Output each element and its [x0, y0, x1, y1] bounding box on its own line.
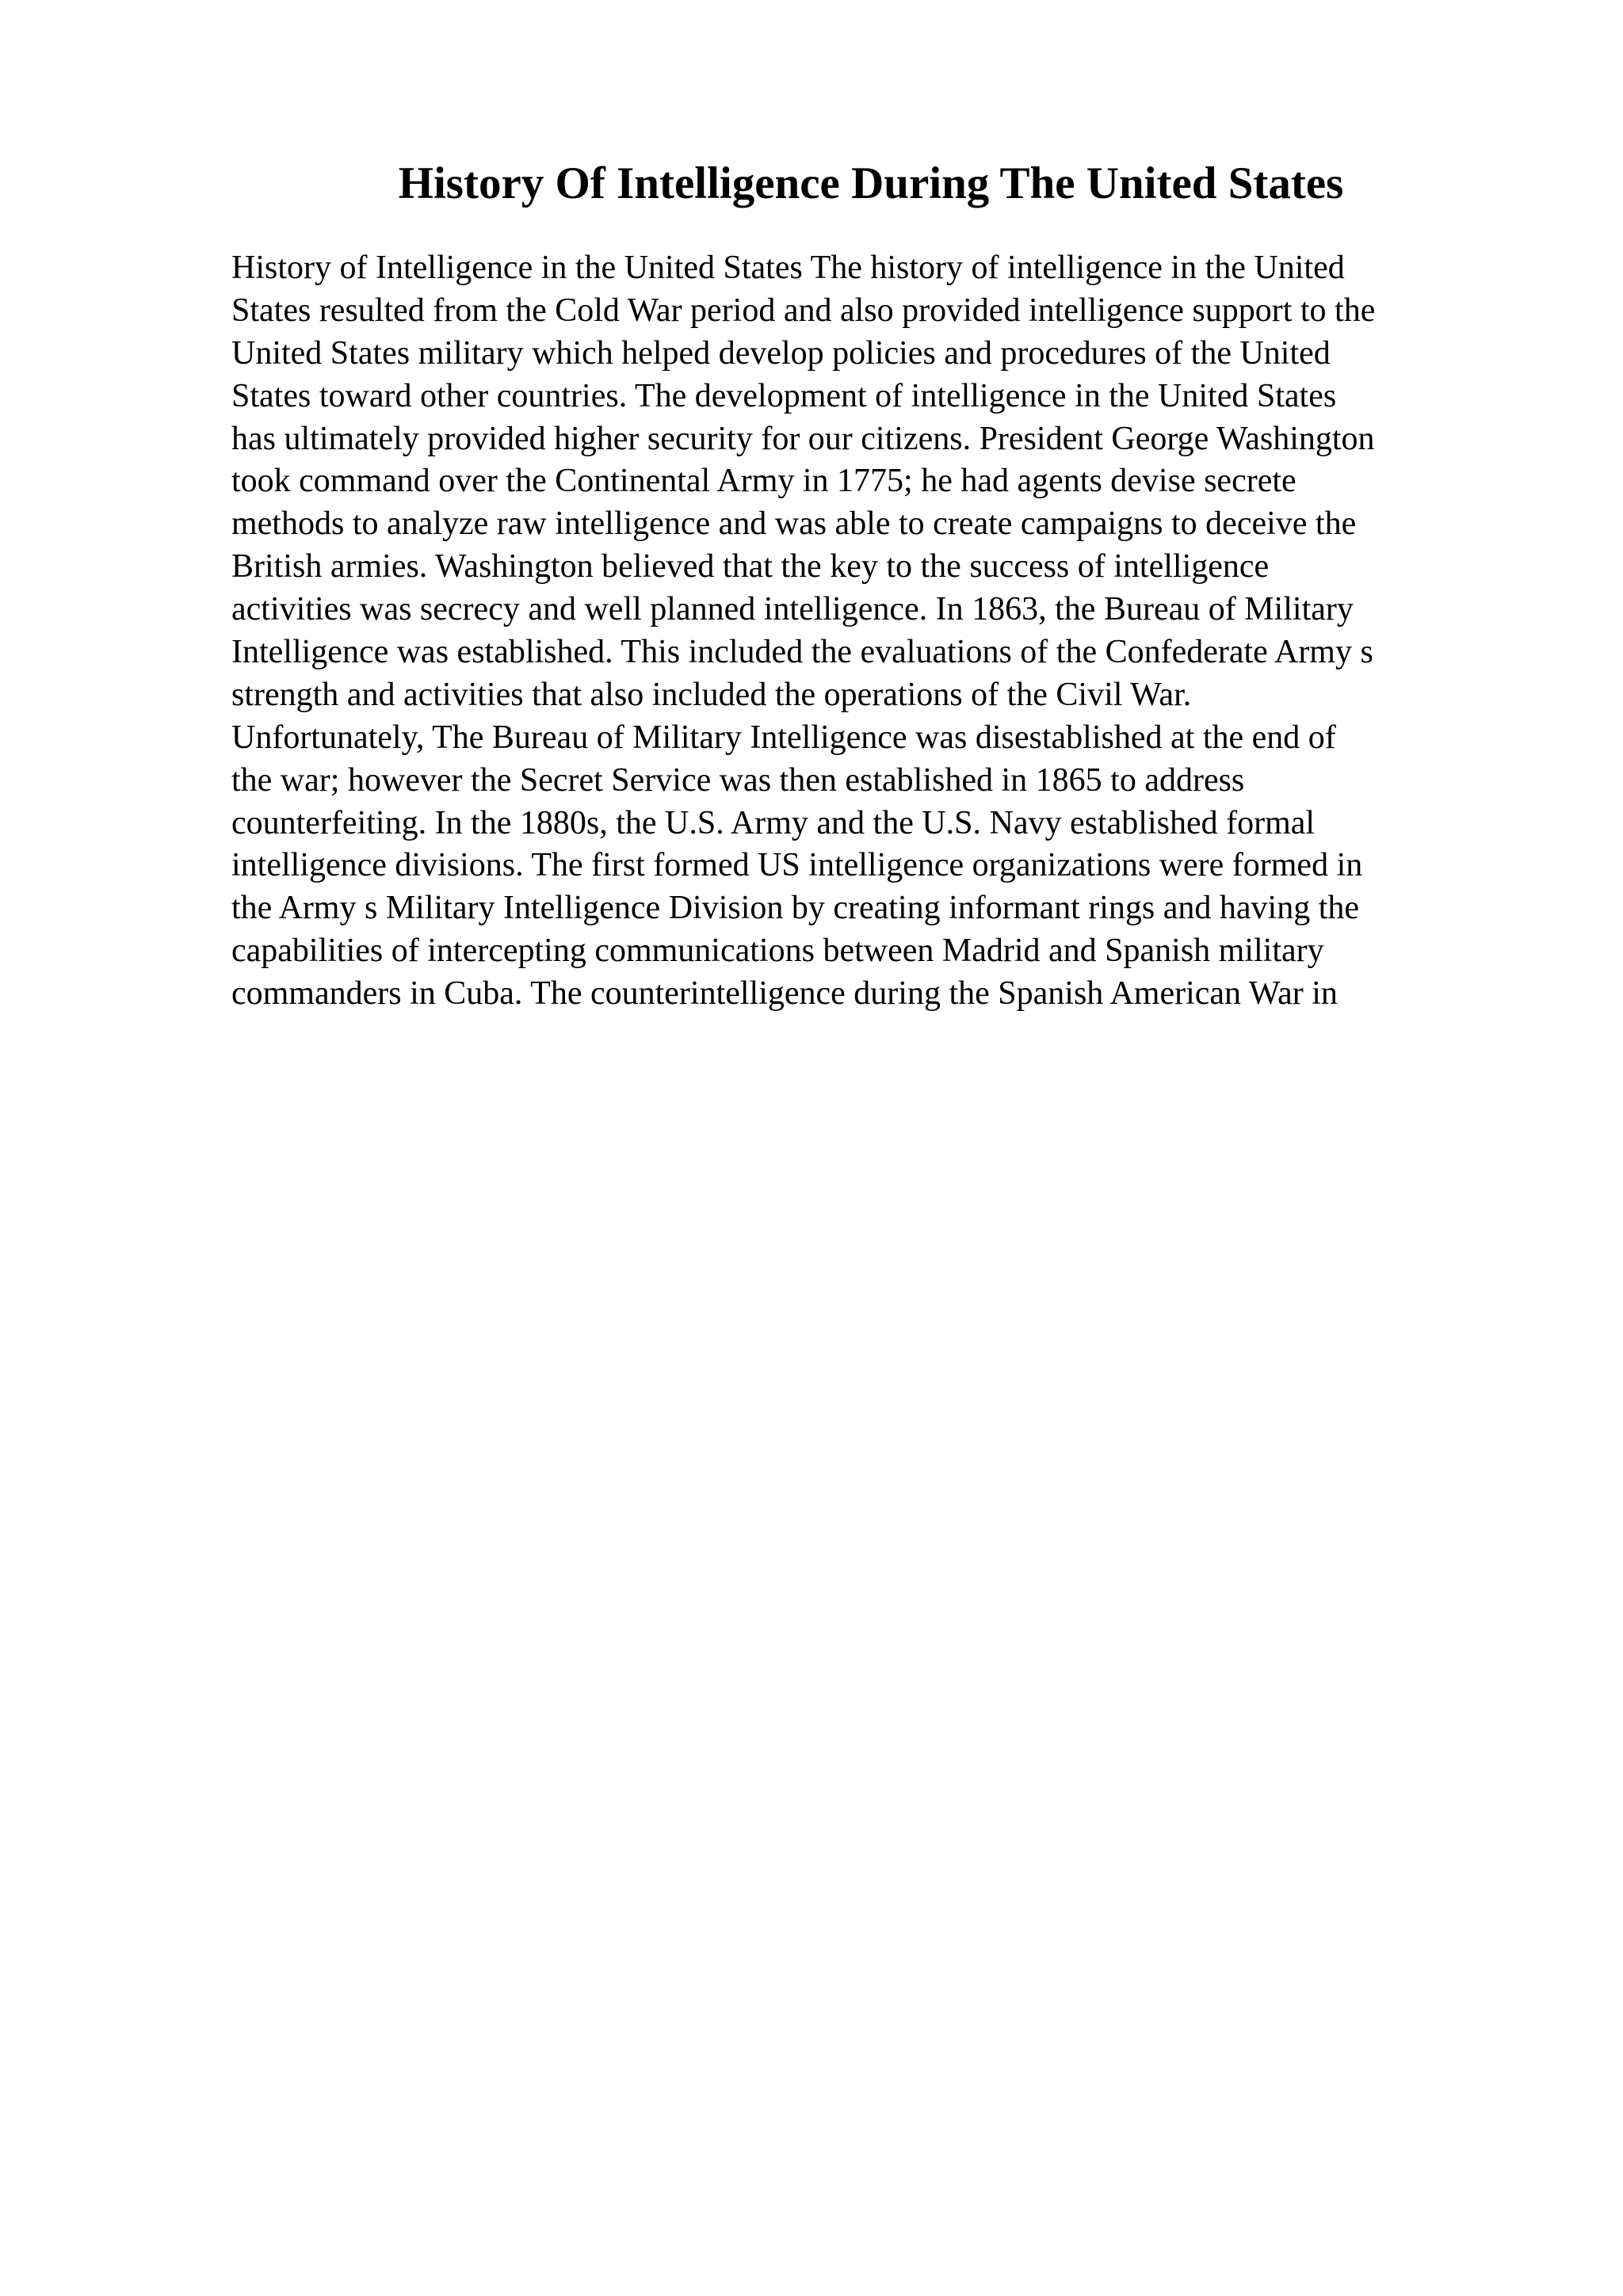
body-line: commanders in Cuba. The counterintelligence during the Spanish American War in	[231, 975, 1338, 1013]
body-line: United States military which helped develop policies and procedures of the United	[231, 334, 1331, 372]
body-line: British armies. Washington believed that the key to the success of intelligence	[231, 548, 1270, 585]
body-line: intelligence divisions. The first formed US intelligence organizations were formed in	[231, 847, 1363, 884]
body-line: took command over the Continental Army in 1775; he had agents devise secrete	[231, 463, 1296, 500]
body-line: counterfeiting. In the 1880s, the U.S. Army and the U.S. Navy established formal	[231, 804, 1316, 841]
document-body	[231, 247, 1515, 1016]
body-line: has ultimately provided higher security for our citizens. President George Washington	[231, 420, 1375, 457]
body-line: States toward other countries. The development of intelligence in the United States	[231, 377, 1337, 414]
body-line: Intelligence was established. This included the evaluations of the Confederate Army s	[231, 634, 1373, 671]
document-title: History Of Intelligence During The United States	[398, 158, 1344, 208]
body-line: States resulted from the Cold War period and also provided intelligence support to the	[231, 292, 1376, 329]
body-line: Unfortunately, The Bureau of Military Intelligence was disestablished at the end of	[231, 719, 1336, 756]
body-line: activities was secrecy and well planned intelligence. In 1863, the Bureau of Military	[231, 591, 1354, 628]
body-line: the war; however the Secret Service was then established in 1865 to address	[231, 761, 1245, 799]
body-line: strength and activities that also included the operations of the Civil War.	[231, 676, 1192, 713]
body-line: methods to analyze raw intelligence and was able to create campaigns to deceive the	[231, 505, 1357, 543]
body-line: History of Intelligence in the United States The history of intelligence in the United	[231, 250, 1345, 286]
body-line: capabilities of intercepting communications between Madrid and Spanish military	[231, 933, 1324, 970]
body-line: the Army s Military Intelligence Division by creating informant rings and having the	[231, 890, 1360, 927]
